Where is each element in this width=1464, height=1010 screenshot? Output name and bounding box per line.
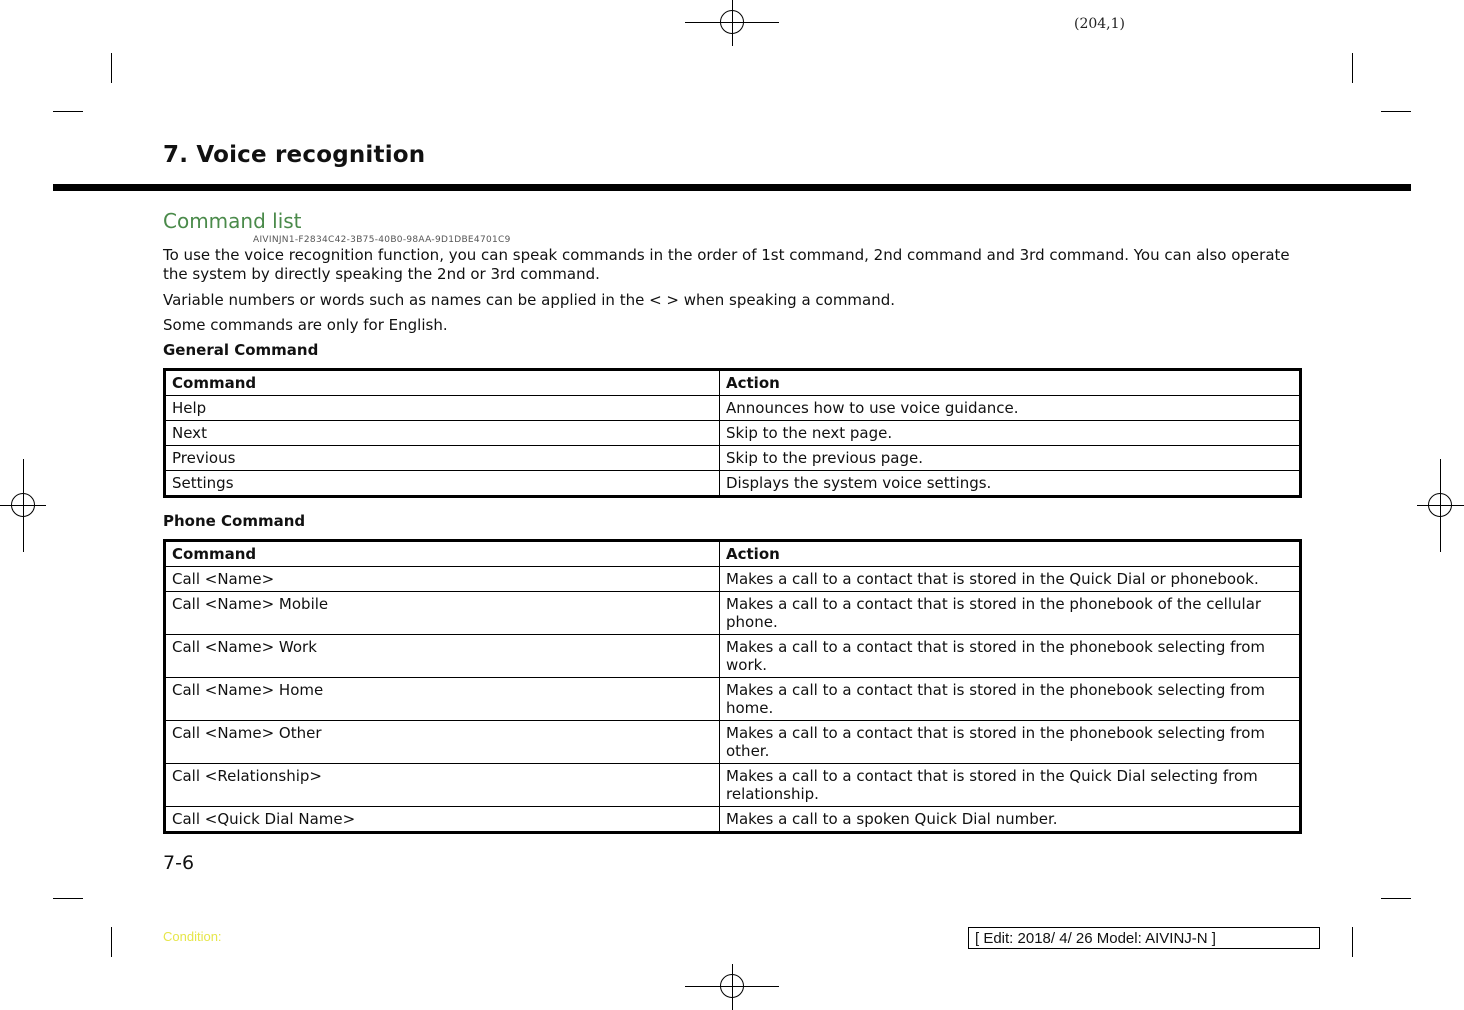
command-cell: Help xyxy=(165,396,720,421)
action-cell: Displays the system voice settings. xyxy=(720,471,1301,497)
table-row xyxy=(165,446,1301,471)
page-number: 7-6 xyxy=(163,852,195,874)
command-cell: Settings xyxy=(165,471,720,497)
action-cell: Makes a call to a contact that is stored in the phonebook selecting from work. xyxy=(720,635,1301,678)
command-cell: Call <Quick Dial Name> xyxy=(165,807,720,833)
english-note-paragraph: Some commands are only for English. xyxy=(163,316,448,334)
general-command-table xyxy=(163,368,1302,498)
table-row xyxy=(165,592,1301,635)
general-command-title: General Command xyxy=(163,341,319,359)
command-cell: Call <Name> Home xyxy=(165,678,720,721)
section-heading: Command list xyxy=(163,209,302,233)
action-cell: Announces how to use voice guidance. xyxy=(720,396,1301,421)
command-cell: Call <Name> Mobile xyxy=(165,592,720,635)
command-cell: Call <Name> Other xyxy=(165,721,720,764)
table-row xyxy=(165,635,1301,678)
table-row xyxy=(165,396,1301,421)
table-row xyxy=(165,421,1301,446)
table-row xyxy=(165,721,1301,764)
chapter-title: 7. Voice recognition xyxy=(163,142,426,168)
command-cell: Call <Name> xyxy=(165,567,720,592)
command-cell: Call <Relationship> xyxy=(165,764,720,807)
column-header-action: Action xyxy=(720,370,1301,396)
action-cell: Skip to the previous page. xyxy=(720,446,1301,471)
action-cell: Skip to the next page. xyxy=(720,421,1301,446)
table-row xyxy=(165,567,1301,592)
table-row xyxy=(165,471,1301,497)
page-reference: (204,1) xyxy=(1074,16,1126,32)
table-row xyxy=(165,764,1301,807)
table-header-row xyxy=(165,541,1301,567)
action-cell: Makes a call to a contact that is stored in the Quick Dial or phonebook. xyxy=(720,567,1301,592)
command-cell: Call <Name> Work xyxy=(165,635,720,678)
phone-command-table xyxy=(163,539,1302,834)
variable-note-paragraph: Variable numbers or words such as names can be applied in the < > when speaking a command. xyxy=(163,291,896,309)
column-header-action: Action xyxy=(720,541,1301,567)
action-cell: Makes a call to a spoken Quick Dial number. xyxy=(720,807,1301,833)
column-header-command: Command xyxy=(165,541,720,567)
action-cell: Makes a call to a contact that is stored in the Quick Dial selecting from relationship. xyxy=(720,764,1301,807)
column-header-command: Command xyxy=(165,370,720,396)
table-row xyxy=(165,678,1301,721)
action-cell: Makes a call to a contact that is stored in the phonebook of the cellular phone. xyxy=(720,592,1301,635)
table-header-row xyxy=(165,370,1301,396)
edit-info-box: [ Edit: 2018/ 4/ 26 Model: AIVINJ-N ] xyxy=(968,927,1320,949)
command-cell: Previous xyxy=(165,446,720,471)
command-cell: Next xyxy=(165,421,720,446)
table-row xyxy=(165,807,1301,833)
intro-paragraph: To use the voice recognition function, you can speak commands in the order of 1st command, 2nd command and 3rd command. You can also operate the system by directly speaking the 2nd or 3rd command. xyxy=(163,246,1290,283)
condition-label: Condition: xyxy=(163,929,222,944)
phone-command-title: Phone Command xyxy=(163,512,306,530)
header-rule xyxy=(53,184,1411,191)
action-cell: Makes a call to a contact that is stored in the phonebook selecting from other. xyxy=(720,721,1301,764)
action-cell: Makes a call to a contact that is stored in the phonebook selecting from home. xyxy=(720,678,1301,721)
document-id: AIVINJN1-F2834C42-3B75-40B0-98AA-9D1DBE4701C9 xyxy=(253,235,511,245)
